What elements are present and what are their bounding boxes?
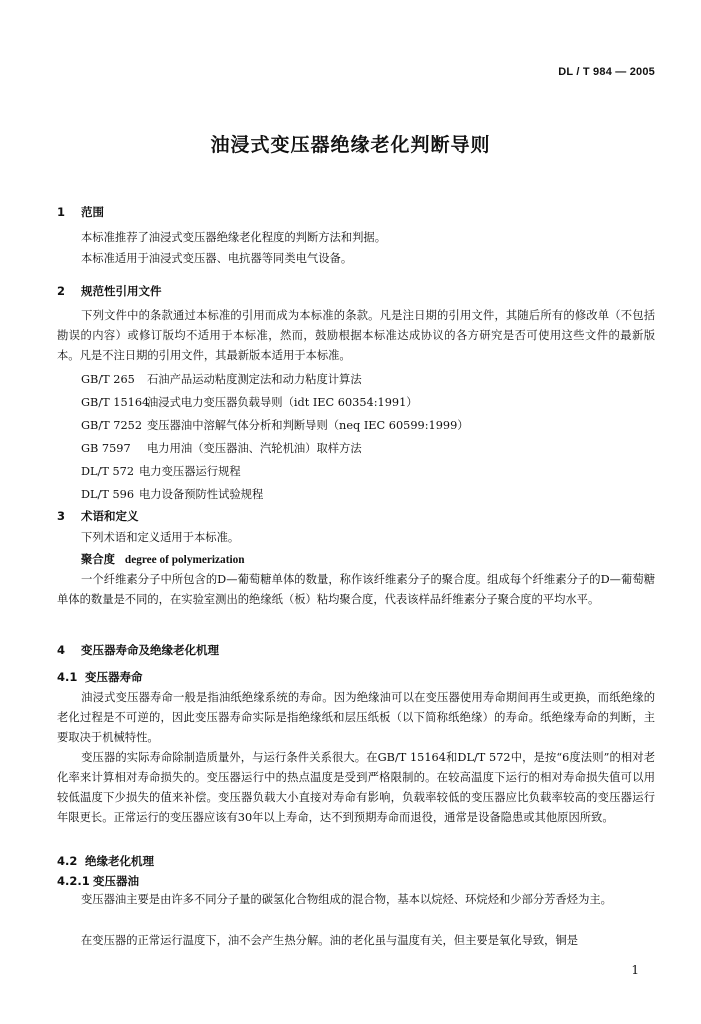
section-2-heading bbox=[57, 283, 162, 299]
standard-code: DL / T 984 — 2005 bbox=[558, 66, 655, 78]
section-1-para-1: 本标准推荐了油浸式变压器绝缘老化程度的判断方法和判据。 bbox=[81, 231, 387, 244]
section-4-2-1-para-2 bbox=[57, 931, 655, 951]
section-title: 变压器寿命及绝缘老化机理 bbox=[81, 643, 219, 657]
section-4-heading bbox=[57, 642, 219, 658]
paragraph-text: 变压器油主要是由许多不同分子量的碳氢化合物组成的混合物，基本以烷烃、环烷烃和少部分芳香烃为主。 bbox=[81, 893, 612, 906]
definition-text: 一个纤维素分子中所包含的D—葡萄糖单体的数量，称作该纤维素分子的聚合度。组成每个纤维素分子的D—葡萄糖单体的数量是不同的，在实验室测出的绝缘纸（板）粘均聚合度，代表该样品纤维素分子聚合度的平均水平。 bbox=[57, 573, 655, 606]
reference-code: GB/T 265 bbox=[81, 373, 135, 386]
section-4-2-1-para-1 bbox=[57, 890, 655, 910]
section-3-heading bbox=[57, 508, 139, 524]
section-3-para-1: 下列术语和定义适用于本标准。 bbox=[81, 531, 240, 544]
section-2-intro bbox=[57, 306, 655, 366]
reference-code: GB/T 15164 bbox=[81, 396, 150, 409]
section-title: 规范性引用文件 bbox=[81, 284, 162, 298]
reference-title: 电力用油（变压器油、汽轮机油）取样方法 bbox=[147, 442, 362, 455]
section-title: 术语和定义 bbox=[81, 509, 139, 523]
reference-title: 电力变压器运行规程 bbox=[139, 465, 241, 478]
reference-code: DL/T 572 bbox=[81, 465, 135, 478]
section-title: 绝缘老化机理 bbox=[85, 854, 154, 868]
section-1-heading bbox=[57, 204, 104, 220]
section-title: 变压器油 bbox=[93, 874, 139, 888]
reference-code: GB 7597 bbox=[81, 442, 131, 455]
section-4-2-1-heading bbox=[57, 873, 139, 889]
term-chinese: 聚合度 bbox=[81, 552, 115, 566]
section-number: 4.1 bbox=[57, 670, 78, 684]
reference-item bbox=[81, 417, 469, 433]
term-entry bbox=[81, 551, 245, 567]
section-4-1-heading bbox=[57, 669, 143, 685]
term-english: degree of polymerization bbox=[124, 554, 245, 566]
reference-code: GB/T 7252 bbox=[81, 419, 143, 432]
term-definition bbox=[57, 570, 655, 610]
reference-title: 电力设备预防性试验规程 bbox=[139, 488, 264, 501]
reference-title: 变压器油中溶解气体分析和判断导则（neq IEC 60599:1999） bbox=[147, 419, 469, 432]
section-number: 1 bbox=[57, 205, 66, 219]
reference-item bbox=[81, 486, 263, 502]
reference-item bbox=[81, 394, 418, 410]
section-1-para-2: 本标准适用于油浸式变压器、电抗器等同类电气设备。 bbox=[81, 252, 353, 265]
section-title: 变压器寿命 bbox=[85, 670, 143, 684]
section-number: 4.2.1 bbox=[57, 874, 90, 888]
reference-item bbox=[81, 371, 362, 387]
reference-code: DL/T 596 bbox=[81, 488, 135, 501]
section-title: 范围 bbox=[81, 205, 104, 219]
reference-title: 石油产品运动粘度测定法和动力粘度计算法 bbox=[147, 373, 362, 386]
section-number: 3 bbox=[57, 509, 66, 523]
paragraph-text: 油浸式变压器寿命一般是指油纸绝缘系统的寿命。因为绝缘油可以在变压器使用寿命期间再生或更换，而纸绝缘的老化过程是不可逆的，因此变压器寿命实际是指绝缘纸和层压纸板（以下简称纸绝缘）的寿命。纸绝缘寿命的判断，主要取决于机械特性。 bbox=[57, 691, 655, 744]
page-number: 1 bbox=[631, 963, 639, 977]
paragraph-text: 变压器的实际寿命除制造质量外，与运行条件关系很大。在GB/T 15164和DL/T 572中，是按“6度法则”的相对老化率来计算相对寿命损失的。变压器运行中的热点温度是受到严格限制的。在较高温度下运行的相对寿命损失值可以用较低温度下少损失的值来补偿。变压器负载大小直接对寿命有影响，负载率较低的变压器应比负载率较高的变压器运行年限更长。正常运行的变压器应该有30年以上寿命，达不到预期寿命而退役，通常是设备隐患或其他原因所致。 bbox=[57, 751, 655, 824]
section-4-1-para-1 bbox=[57, 688, 655, 748]
reference-item bbox=[81, 463, 241, 479]
reference-item bbox=[81, 440, 362, 456]
reference-title: 油浸式电力变压器负载导则（idt IEC 60354:1991） bbox=[147, 396, 418, 409]
intro-text: 下列文件中的条款通过本标准的引用而成为本标准的条款。凡是注日期的引用文件，其随后所有的修改单（不包括勘误的内容）或修订版均不适用于本标准，然而，鼓励根据本标准达成协议的各方研究是否可使用这些文件的最新版本。凡是不注日期的引用文件，其最新版本适用于本标准。 bbox=[57, 309, 655, 362]
section-4-1-para-2 bbox=[57, 748, 655, 828]
paragraph-text: 在变压器的正常运行温度下，油不会产生热分解。油的老化虽与温度有关，但主要是氧化导致，铜是 bbox=[81, 934, 579, 947]
section-number: 2 bbox=[57, 284, 66, 298]
section-number: 4 bbox=[57, 643, 66, 657]
document-title: 油浸式变压器绝缘老化判断导则 bbox=[210, 134, 491, 156]
section-number: 4.2 bbox=[57, 854, 78, 868]
section-4-2-heading bbox=[57, 853, 154, 869]
